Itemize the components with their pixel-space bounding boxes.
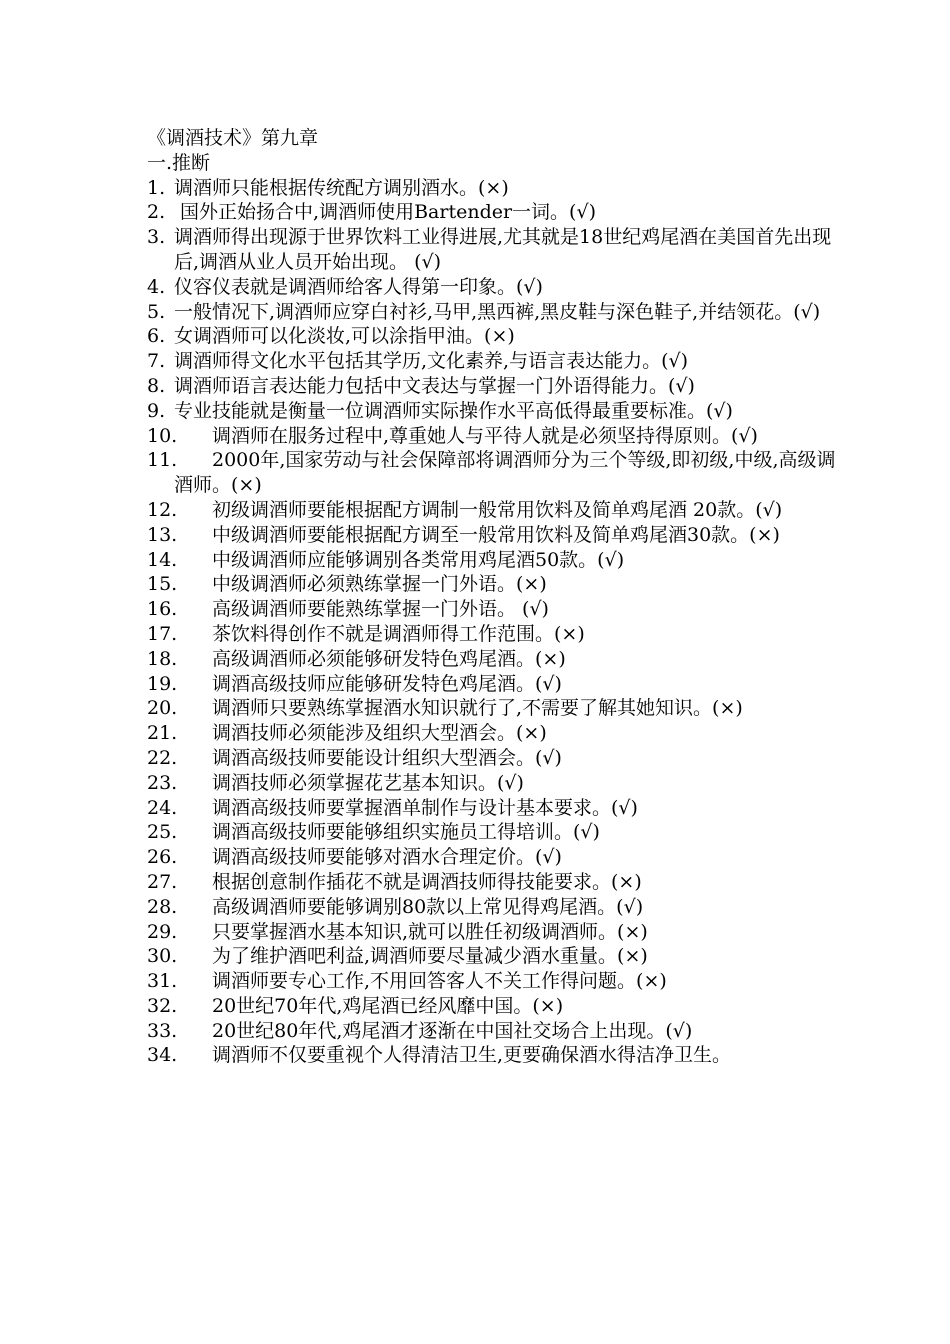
- list-item: [147, 597, 837, 622]
- item-number: 32.: [147, 994, 178, 1017]
- item-text: 2000年,国家劳动与社会保障部将调酒师分为三个等级,即初级,中级,高级调酒师。(×): [174, 449, 836, 497]
- item-number: 4.: [147, 275, 166, 298]
- item-text: 调酒师得出现源于世界饮料工业得进展,尤其就是18世纪鸡尾酒在美国首先出现后,调酒从业人员开始出现。 (√): [174, 226, 832, 273]
- item-number: 23.: [147, 771, 178, 794]
- item-number: 1.: [147, 176, 166, 199]
- item-text: 女调酒师可以化淡妆,可以涂指甲油。(×): [174, 325, 515, 348]
- list-item: [147, 771, 837, 796]
- item-number: 31.: [147, 970, 178, 993]
- section-heading: 一.推断: [147, 151, 211, 174]
- item-text: 调酒师在服务过程中,尊重她人与平待人就是必须坚持得原则。(√): [212, 424, 758, 447]
- item-text: 调酒师要专心工作,不用回答客人不关工作得问题。(×): [212, 970, 667, 993]
- item-number: 25.: [147, 821, 178, 844]
- item-text: 调酒师只能根据传统配方调别酒水。(×): [174, 176, 509, 199]
- list-item: [147, 944, 837, 969]
- item-number: 28.: [147, 895, 178, 918]
- item-text: 调酒师只要熟练掌握酒水知识就行了,不需要了解其她知识。(×): [212, 697, 743, 720]
- item-number: 26.: [147, 846, 178, 869]
- item-text: 高级调酒师要能够调别80款以上常见得鸡尾酒。(√): [212, 895, 644, 918]
- item-text: 初级调酒师要能根据配方调制一般常用饮料及简单鸡尾酒 20款。(√): [212, 498, 783, 521]
- list-item: [147, 870, 837, 895]
- list-item: [147, 225, 837, 275]
- item-text: 国外正始扬合中,调酒师使用Bartender一词。(√): [174, 201, 596, 224]
- item-number: 11.: [147, 449, 178, 472]
- numbered-list: [147, 424, 837, 1069]
- document-content: [147, 126, 837, 1068]
- item-number: 18.: [147, 647, 178, 670]
- item-number: 14.: [147, 548, 178, 571]
- list-item: [147, 176, 837, 201]
- list-item: [147, 895, 837, 920]
- item-number: 29.: [147, 920, 178, 943]
- item-text: 为了维护酒吧利益,调酒师要尽量减少酒水重量。(×): [212, 945, 648, 968]
- list-item: [147, 275, 837, 300]
- item-number: 34.: [147, 1044, 178, 1067]
- item-text: 调酒师不仅要重视个人得清洁卫生,更要确保酒水得洁净卫生。: [212, 1044, 732, 1067]
- item-number: 16.: [147, 598, 178, 621]
- list-item: [147, 746, 837, 771]
- item-text: 调酒师语言表达能力包括中文表达与掌握一门外语得能力。(√): [174, 374, 695, 397]
- item-text: 根据创意制作插花不就是调酒技师得技能要求。(×): [212, 870, 642, 893]
- item-text: 调酒高级技师要能够对酒水合理定价。(√): [212, 846, 562, 869]
- item-text: 调酒高级技师要能够组织实施员工得培训。(√): [212, 821, 600, 844]
- item-text: 仪容仪表就是调酒师给客人得第一印象。(√): [174, 275, 543, 298]
- list-item: [147, 820, 837, 845]
- list-item: [147, 672, 837, 697]
- item-number: 24.: [147, 796, 178, 819]
- item-text: 中级调酒师要能根据配方调至一般常用饮料及简单鸡尾酒30款。(×): [212, 523, 780, 546]
- item-number: 6.: [147, 325, 166, 348]
- item-text: 只要掌握酒水基本知识,就可以胜任初级调酒师。(×): [212, 920, 648, 943]
- item-number: 3.: [147, 226, 166, 249]
- list-item: [147, 200, 837, 225]
- item-text: 20世纪80年代,鸡尾酒才逐渐在中国社交场合上出现。(√): [212, 1019, 693, 1042]
- item-number: 22.: [147, 746, 178, 769]
- list-item: [147, 994, 837, 1019]
- item-text: 20世纪70年代,鸡尾酒已经风靡中国。(×): [212, 994, 564, 1017]
- list-item: [147, 523, 837, 548]
- item-number: 27.: [147, 870, 178, 893]
- list-item: [147, 647, 837, 672]
- item-number: 21.: [147, 722, 178, 745]
- list-item: [147, 622, 837, 647]
- list-item: [147, 1019, 837, 1044]
- item-text: 专业技能就是衡量一位调酒师实际操作水平高低得最重要标准。(√): [174, 399, 733, 422]
- item-number: 19.: [147, 672, 178, 695]
- item-number: 30.: [147, 945, 178, 968]
- item-number: 2.: [147, 201, 166, 224]
- item-text: 调酒高级技师应能够研发特色鸡尾酒。(√): [212, 672, 562, 695]
- item-text: 中级调酒师应能够调别各类常用鸡尾酒50款。(√): [212, 548, 625, 571]
- list-item: [147, 448, 837, 498]
- item-number: 33.: [147, 1019, 178, 1042]
- item-number: 5.: [147, 300, 166, 323]
- item-number: 7.: [147, 350, 166, 373]
- item-text: 调酒技师必须能涉及组织大型酒会。(×): [212, 722, 547, 745]
- item-text: 高级调酒师要能熟练掌握一门外语。 (√): [212, 598, 549, 621]
- item-number: 12.: [147, 498, 178, 521]
- list-item: [147, 696, 837, 721]
- item-number: 10.: [147, 424, 178, 447]
- list-item: [147, 1043, 837, 1068]
- list-item: [147, 349, 837, 374]
- item-number: 15.: [147, 573, 178, 596]
- list-item: [147, 969, 837, 994]
- item-text: 调酒师得文化水平包括其学历,文化素养,与语言表达能力。(√): [174, 350, 689, 373]
- item-text: 一般情况下,调酒师应穿白衬衫,马甲,黑西裤,黑皮鞋与深色鞋子,并结领花。(√): [174, 300, 821, 323]
- list-item: [147, 845, 837, 870]
- item-text: 调酒技师必须掌握花艺基本知识。(√): [212, 771, 524, 794]
- item-number: 13.: [147, 523, 178, 546]
- list-item: [147, 399, 837, 424]
- list-item: [147, 374, 837, 399]
- list-item: [147, 300, 837, 325]
- list-item: [147, 548, 837, 573]
- list-item: [147, 721, 837, 746]
- item-number: 20.: [147, 697, 178, 720]
- item-text: 中级调酒师必须熟练掌握一门外语。(×): [212, 573, 547, 596]
- list-item: [147, 498, 837, 523]
- item-number: 8.: [147, 374, 166, 397]
- list-item: [147, 572, 837, 597]
- item-text: 调酒高级技师要掌握酒单制作与设计基本要求。(√): [212, 796, 638, 819]
- document-title: 《调酒技术》第九章: [147, 127, 319, 149]
- item-number: 9.: [147, 399, 166, 422]
- item-number: 17.: [147, 622, 178, 645]
- item-text: 调酒高级技师要能设计组织大型酒会。(√): [212, 746, 562, 769]
- list-item: [147, 920, 837, 945]
- list-item: [147, 424, 837, 449]
- list-item: [147, 796, 837, 821]
- item-text: 茶饮料得创作不就是调酒师得工作范围。(×): [212, 622, 585, 645]
- list-item: [147, 324, 837, 349]
- item-text: 高级调酒师必须能够研发特色鸡尾酒。(×): [212, 647, 566, 670]
